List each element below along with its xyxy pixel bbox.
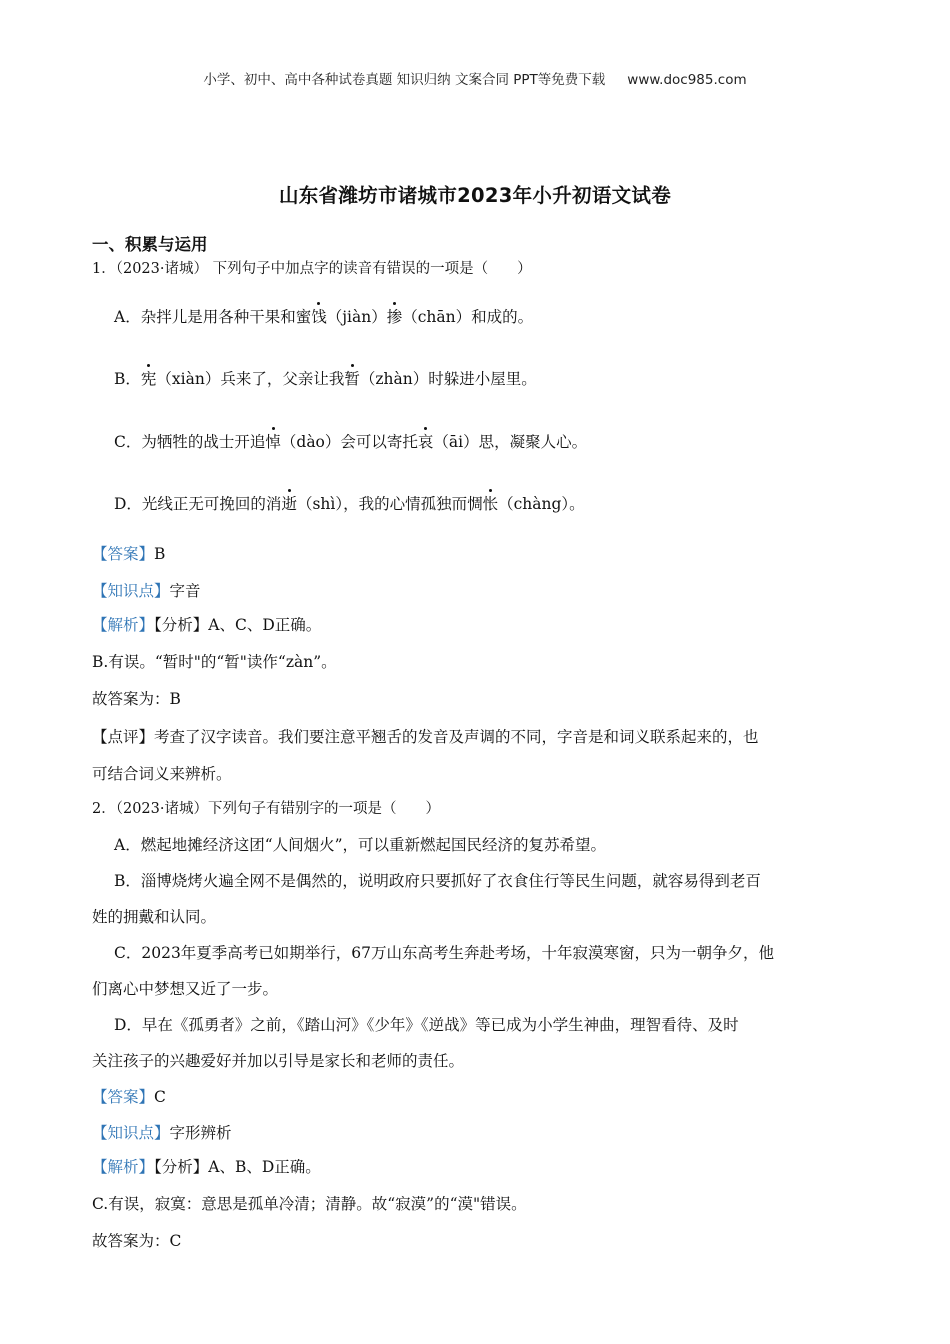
q1-knowledge-point: 【知识点】字音: [92, 582, 201, 600]
q1-analysis: 【解析】【分析】A、C、D正确。: [92, 616, 322, 634]
header-site-link[interactable]: www.doc985.com: [627, 72, 747, 88]
header-text: 小学、初中、高中各种试卷真题 知识归纳 文案合同 PPT等免费下载: [203, 72, 606, 88]
q2-conclusion: 故答案为：C: [92, 1232, 182, 1250]
q2-option-d-line2: 关注孩子的兴趣爱好并加以引导是家长和老师的责任。: [92, 1052, 465, 1070]
q2-option-b-line2: 姓的拥戴和认同。: [92, 908, 217, 926]
q2-note: C.有误，寂寞：意思是孤单冷清；清静。故“寂漠”的“漠"错误。: [92, 1195, 527, 1213]
q2-stem: 2．（2023·诸城）下列句子有错别字的一项是（ ）: [92, 801, 440, 817]
q2-option-c-line2: 们离心中梦想又近了一步。: [92, 980, 279, 998]
q2-option-d-line1: D．早在《孤勇者》之前，《踏山河》《少年》《逆战》等已成为小学生神曲，理智看待、及时: [114, 1016, 739, 1034]
q1-option-d: D．光线正无可挽回的消逝（shì），我的心情孤独而惆怅（chàng）。: [114, 495, 585, 513]
q1-comment-line1: 【点评】考查了汉字读音。我们要注意平翘舌的发音及声调的不同，字音是和词义联系起来的，也: [92, 728, 759, 746]
q1-option-b: B．宪（xiàn）兵来了，父亲让我暂（zhàn）时躲进小屋里。: [114, 370, 537, 388]
q2-option-b-line1: B．淄博烧烤火遍全网不是偶然的，说明政府只要抓好了衣食住行等民生问题，就容易得到老百: [114, 872, 761, 890]
q1-stem: 1．（2023·诸城） 下列句子中加点字的读音有错误的一项是（ ）: [92, 261, 532, 277]
q1-comment-line2: 可结合词义来辨析。: [92, 765, 232, 783]
section-heading: 一、积累与运用: [92, 235, 208, 254]
q1-option-c: C．为牺牲的战士开追悼（dào）会可以寄托哀（āi）思，凝聚人心。: [114, 433, 588, 451]
q2-option-a: A．燃起地摊经济这团“人间烟火”，可以重新燃起国民经济的复苏希望。: [114, 836, 607, 854]
q1-note: B.有误。“暂时"的“暂"读作“zàn”。: [92, 653, 337, 671]
q1-conclusion: 故答案为：B: [92, 690, 181, 708]
q2-answer: 【答案】C: [92, 1088, 166, 1106]
q2-analysis: 【解析】【分析】A、B、D正确。: [92, 1158, 321, 1176]
page-header: [0, 68, 950, 88]
page-title: 山东省潍坊市诸城市2023年小升初语文试卷: [278, 184, 672, 207]
q2-knowledge-point: 【知识点】字形辨析: [92, 1124, 232, 1142]
q2-option-c-line1: C．2023年夏季高考已如期举行，67万山东高考生奔赴考场，十年寂漠寒窗，只为一朝争夕，他: [114, 944, 775, 962]
q1-option-a: A．杂拌儿是用各种干果和蜜饯（jiàn）掺（chān）和成的。: [114, 308, 534, 326]
q1-answer: 【答案】B: [92, 545, 166, 563]
